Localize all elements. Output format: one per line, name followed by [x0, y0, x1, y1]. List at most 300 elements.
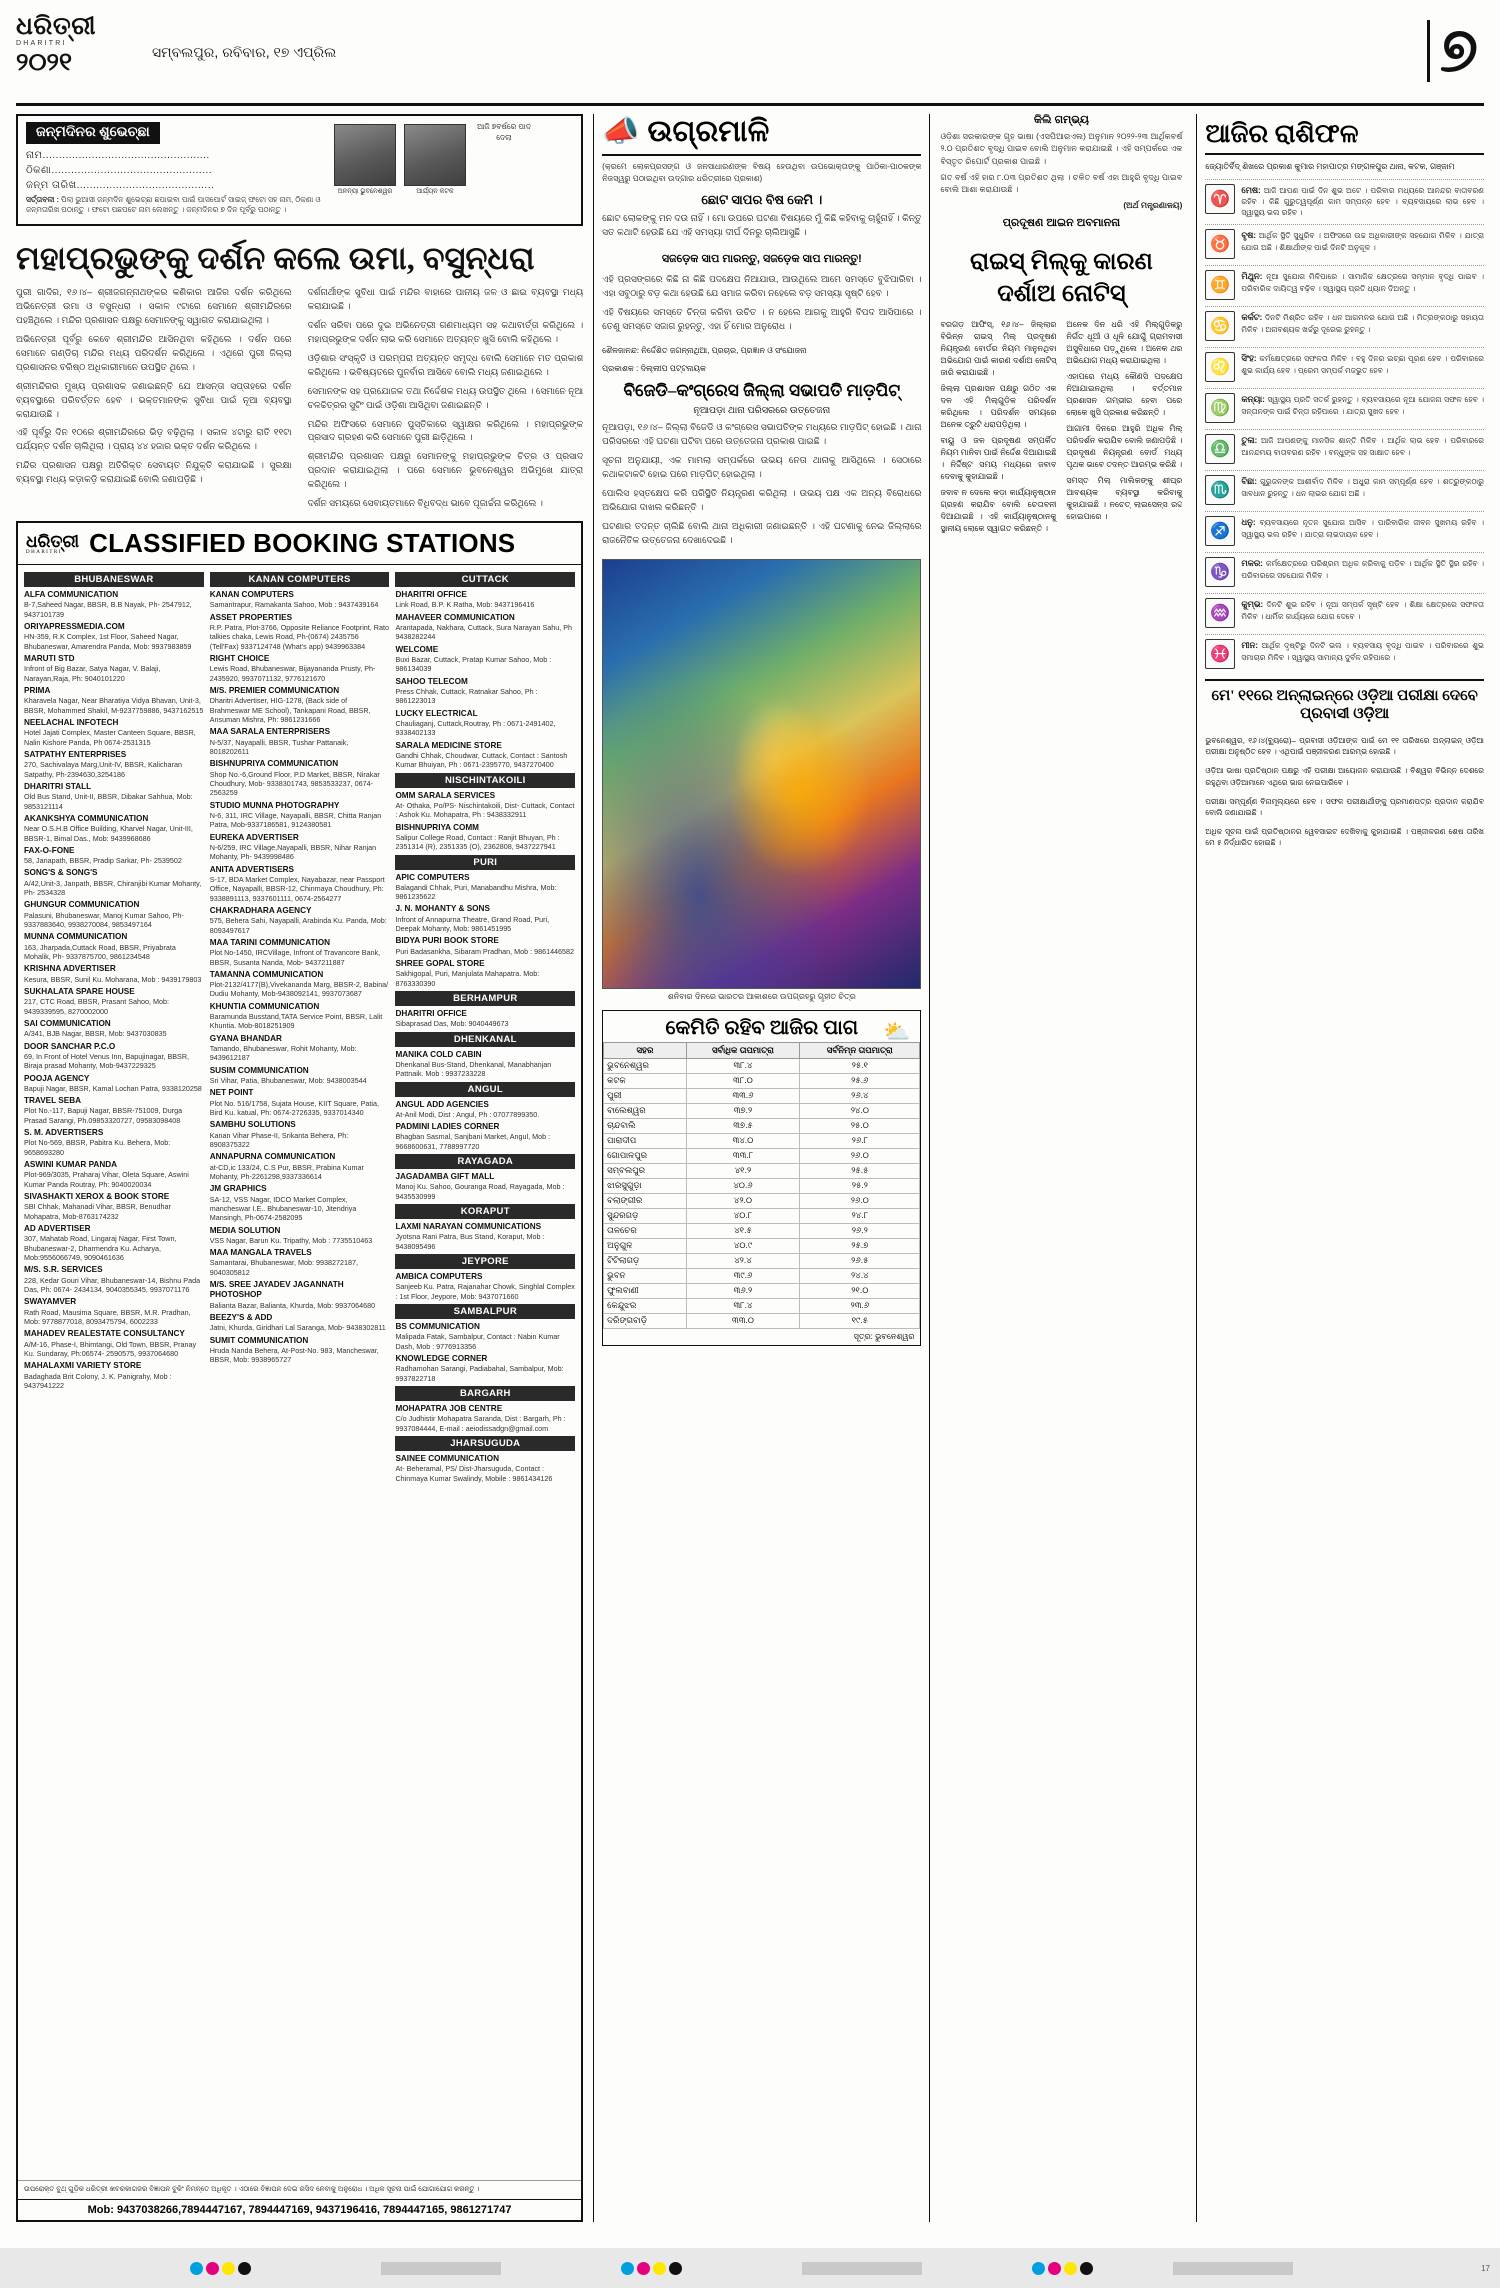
- classified-logo: [26, 533, 79, 555]
- classified-entry-address: B-7,Saheed Nagar, BBSR, B.B Nayak, Ph- 2547912, 9437101739: [24, 600, 192, 619]
- birthday-field-dob[interactable]: ଜନ୍ମ ତାରିଖ..........................................: [26, 180, 215, 191]
- classified-entry-name: MANIKA COLD CABIN: [395, 1049, 482, 1059]
- classified-entry: [24, 814, 204, 843]
- classified-entry: [210, 938, 390, 967]
- classified-logo-sub: DHARITRI: [26, 549, 62, 555]
- weather-min-temp: ୨୫.୧: [800, 1058, 920, 1073]
- weather-row: [604, 1193, 920, 1208]
- rashifal-list: [1205, 179, 1484, 675]
- classified-entry-address: A/42,Unit-3, Janpath, BBSR, Chiranjibi Kumar Mohanty, Ph- 2534328: [24, 878, 202, 898]
- mid-story-paragraph: ସୂଚନା ଅନୁଯାୟୀ, ଏକ ମାମଲା ସମ୍ପର୍କରେ ଉଭୟ ନେତା ଥାନାକୁ ଆସିଥିଲେ । ସେଠାରେ କଥାକଟାକଟି ହୋଇ ପରେ ମାଡ଼ପିଟ୍ ହୋଇଥିଲା ।: [602, 455, 922, 479]
- classified-entry-name: KRISHNA ADVERTISER: [24, 964, 116, 974]
- classified-entry-address: Plot No-1450, IRCVillage, Infront of Travancore Bank, BBSR, Susanta Nanda, Mob- 9437211887: [209, 948, 381, 967]
- lead-paragraph: ସେମାନଙ୍କ ସହ ପ୍ରଯୋଜକ ତଥା ନିର୍ଦ୍ଦେଶକ ମଧ୍ୟ ଉପସ୍ଥିତ ଥିଲେ । ସେମାନେ ନୂଆ ଚଳଚ୍ଚିତ୍ରର ସୁଟିଂ ପାଇଁ ଓଡ଼ିଶା ଆସିଥିବା ଜଣାଇଛନ୍ତି ।: [307, 385, 584, 410]
- weather-cloud-sun-icon: ⛅: [883, 1018, 911, 1044]
- classified-entry-name: M/S. SREE JAYADEV JAGANNATH PHOTOSHOP: [209, 1280, 344, 1300]
- classified-entry-name: DHARITRI OFFICE: [395, 590, 467, 600]
- photo-caption: ଅନନ୍ୟା ଭୁବନେଶ୍ୱର: [337, 188, 393, 195]
- classified-entry-name: M/S. S.R. SERVICES: [24, 1265, 103, 1275]
- classified-entry-name: FAX-O-FONE: [24, 845, 75, 855]
- classified-entry-address: 575, Behera Sahi, Nayapalli, Arabinda Ku. Panda, Mob: 8093497617: [209, 916, 387, 935]
- classified-entry: [24, 846, 204, 866]
- rice-mill-paragraph: ବରଗଡ଼ ଆଫିସ୍, ୧୬।୪– ଜିଲ୍ଲାର ବିଭିନ୍ନ ରାଇସ୍ ମିଲ୍ ପ୍ରଦୂଷଣ ନିୟନ୍ତ୍ରଣ ବୋର୍ଡର ନିୟମ ମାନୁନଥିବା ଅଭିଯୋଗ ପାଇଁ କାରଣ ଦର୍ଶାଅ ନୋଟିସ୍ ଜାରି କରାଯାଇଛି ।: [940, 319, 1057, 377]
- birthday-terms-text: ପିଲା ଭୁଆସୀ ଜନ୍ମଦିନ ଶୁଭେଚ୍ଛା ଛପାଇବା ପାଇଁ ପାସପୋର୍ଟ ସାଇଜ୍ ଫଟୋ ସହ ନାମ, ଠିକଣା ଓ ଜନ୍ମତାରିଖ ପଠାନ୍ତୁ । ଫଟୋ ପଛପଟେ ନାମ ଲେଖନ୍ତୁ । ଜନ୍ମଦିନର ୭ ଦିନ ପୂର୍ବରୁ ପଠାନ୍ତୁ ।: [26, 195, 321, 215]
- classified-entry-address: Badaghada Brit Colony, J. K. Panigrahy, Mob : 9437941222: [24, 1371, 172, 1390]
- classified-entry-address: Plot No. 516/1758, Sujata House, KIIT Square, Patia, Bird Ku. katual, Ph: 0674-2726335, 9337014340: [209, 1098, 379, 1117]
- classified-entry-address: at-CD,ic 133/24, C.S Pur, BBSR, Prabina Kumar Mohanty, Ph-2261298,9337336614: [209, 1162, 364, 1181]
- classified-entry-address: N-5/37, Nayapalli, BBSR, Tushar Pattanaik, 8018202611: [209, 737, 349, 756]
- classified-entry-name: ASSET PROPERTIES: [209, 612, 293, 622]
- weather-city: ସମ୍ବଲପୁର: [604, 1163, 687, 1178]
- weather-row: [604, 1118, 920, 1133]
- classified-entry-address: Balagandi Chhak, Puri, Manabandhu Mishra, Mob: 9861235622: [395, 882, 557, 902]
- classified-entry-name: OMM SARALA SERVICES: [395, 790, 496, 800]
- classified-city-heading: KORAPUT: [395, 1204, 575, 1219]
- weather-max-temp: ୩୮.୪: [686, 1298, 799, 1313]
- classified-entry-name: ASWINI KUMAR PANDA: [24, 1160, 118, 1170]
- classified-entry-name: SUKHALATA SPARE HOUSE: [24, 987, 135, 996]
- rashifal-text: କନ୍ୟା: ସ୍ୱାସ୍ଥ୍ୟ ପ୍ରତି ସତର୍କ ରୁହନ୍ତୁ । ବ୍ୟବସାୟରେ ନୂଆ ଯୋଜନା ସଫଳ ହେବ । ସନ୍ତାନଙ୍କ ପାଇଁ ଚିନ୍ତା ରହିପାରେ । ଯାତ୍ରା ସୁଖଦ ହେବ ।: [1241, 394, 1484, 416]
- weather-table-box: [602, 1010, 921, 1346]
- photo-caption: ଆର୍ଯ୍ୟନ କଟକ: [416, 188, 454, 195]
- weather-table: [603, 1042, 920, 1329]
- classified-entry: [395, 904, 575, 933]
- classified-entry-name: SWAYAMVER: [24, 1297, 77, 1307]
- weather-row: [604, 1208, 920, 1223]
- weather-title-text: କେମିତି ରହିବ ଆଜିର ପାଗ: [665, 1016, 859, 1039]
- classified-entry-name: SONG'S & SONG'S: [24, 868, 98, 878]
- rashifal-text: ମିଥୁନ: ନୂଆ ସୁଯୋଗ ମିଳିପାରେ । ସାମାଜିକ କ୍ଷେତ୍ରରେ ସମ୍ମାନ ବୃଦ୍ଧି ପାଇବ । ପରିବାରିକ ଦାୟିତ୍ୱ ବଢ଼ିବ । ସ୍ୱାସ୍ଥ୍ୟ ପ୍ରତି ଧ୍ୟାନ ଦିଅନ୍ତୁ ।: [1241, 271, 1484, 293]
- classified-entry: [24, 1297, 204, 1326]
- mid-story-body: [602, 421, 921, 553]
- classified-entry-address: 58, Janapath, BBSR, Pradip Sarkar, Ph- 2539502: [24, 856, 182, 866]
- classified-entry: [395, 645, 575, 674]
- classified-entry-address: Old Bus Stand, Unit-II, BBSR, Dibakar Sahhua, Mob: 9853121114: [24, 792, 193, 811]
- classified-entry-name: MAHAVEER COMMUNICATION: [395, 612, 515, 622]
- classified-entry-name: SAINEE COMMUNICATION: [395, 1454, 499, 1463]
- masthead: [16, 14, 1484, 106]
- classified-footer-note: ଉପରୋକ୍ତ ବୁଥ୍ ଗୁଡ଼ିକ ଧରିତ୍ରୀ ଖବରକାଗଜର ବିଜ୍ଞାପନ ବୁକିଂ ନିମନ୍ତେ ଅଧିକୃତ । ଏଠାରେ ବିଜ୍ଞାପନ ଦେଇ ରସିଦ ନେବାକୁ ଅନୁରୋଧ । ଅଧିକ ସୂଚନା ପାଇଁ ଯୋଗାଯୋଗ କରନ୍ତୁ ।: [18, 2180, 581, 2199]
- lead-paragraph: ଦର୍ଶନାର୍ଥୀଙ୍କ ସୁବିଧା ପାଇଁ ମନ୍ଦିର ବାହାରେ ପାନୀୟ ଜଳ ଓ ଛାଇ ବ୍ୟବସ୍ଥା ମଧ୍ୟ କରାଯାଇଛି ।: [307, 287, 584, 311]
- weather-city: ଝାରସୁଗୁଡ଼ା: [604, 1178, 687, 1193]
- rashifal-sign-name: ମୀନ:: [1241, 640, 1259, 651]
- classified-phone-numbers[interactable]: Mob: 9437038266,7894447167, 7894447169, 9437196416, 7894447165, 9861271747: [18, 2199, 581, 2220]
- rashifal-sign-name: କନ୍ୟା:: [1241, 394, 1265, 405]
- column-middle: [593, 114, 930, 2222]
- classified-entry-address: Samantrapur, Ramakanta Sahoo, Mob : 9437439164: [209, 600, 379, 610]
- classified-city-heading: NISCHINTAKOILI: [395, 773, 575, 788]
- color-swatch: [669, 2262, 682, 2275]
- classified-city-heading: BARGARH: [395, 1386, 575, 1401]
- weather-min-temp: ୨୫.୫: [800, 1163, 920, 1178]
- classified-entry: [24, 1192, 204, 1221]
- classified-entry-name: NET POINT: [209, 1088, 254, 1098]
- classified-entry-address: 307, Mahatab Road, Lingaraj Nagar, First Town, Bhubaneswar-2, Dharmendra Ku. Acharya, Mob:9556066749, 9090461636: [24, 1234, 177, 1262]
- classified-entry-address: S-17, BDA Market Complex, Nayabazar, near Passport Office, Nayapalli, BBSR-12, Chinmaya Choudhury, Ph: 9338891113, 9337601111, 0674-2564277: [209, 874, 385, 903]
- weather-min-temp: ୨୪.୮: [800, 1208, 920, 1223]
- weather-col-city: ସହର: [604, 1042, 687, 1058]
- classified-entry-address: N-6/259, IRC Village,Nayapalli, BBSR, Nihar Ranjan Mohanty, Ph- 9439998486: [209, 842, 377, 862]
- rashifal-sign: [1205, 470, 1484, 505]
- classified-entry: [210, 1002, 390, 1031]
- classified-entry-list: [395, 572, 575, 1483]
- classified-entry: [210, 613, 390, 651]
- weather-row: [604, 1238, 920, 1253]
- ugramali-publisher: ପ୍ରକାଶକ : ଦିଲ୍ଲୀପ ପଟ୍ଟନାୟକ: [602, 364, 706, 374]
- weather-city: ଚାନ୍ଦବାଲି: [604, 1118, 687, 1133]
- classified-entry: [210, 1152, 390, 1181]
- classified-entry: [395, 959, 575, 988]
- classified-entry-address: Plot-969/3035, Praharaj Vihar, Oleta Square, Aswini Kumar Panda Routray, Ph: 9040020034: [24, 1170, 189, 1189]
- kili-credit: (ଅର୍ଥ ମନ୍ତ୍ରଣାଳୟ): [1123, 201, 1183, 211]
- weather-row: [604, 1058, 920, 1073]
- classified-entry-address: Buxi Bazar, Cuttack, Pratap Kumar Sahoo, Mob : 986134039: [395, 654, 552, 674]
- classified-entry: [210, 1280, 390, 1310]
- classified-entry-name: ALFA COMMUNICATION: [24, 590, 119, 600]
- classified-entry: [395, 1100, 575, 1120]
- classified-entry-address: Sri Vihar, Patia, Bhubaneswar, Mob: 9438003544: [209, 1076, 367, 1086]
- classified-entry-name: AMBICA COMPUTERS: [395, 1272, 483, 1282]
- rashifal-sign: [1205, 634, 1484, 669]
- classified-entry: [24, 1019, 204, 1039]
- classified-entry-name: PADMINI LADIES CORNER: [395, 1122, 500, 1132]
- lead-paragraph: ଶ୍ରୀମନ୍ଦିର ପ୍ରଶାସନ ପକ୍ଷରୁ ସେମାନଙ୍କୁ ମହାପ୍ରଭୁଙ୍କ ଚିତ୍ର ଓ ପ୍ରସାଦ ପ୍ରଦାନ କରାଯାଇଥିଲା । ପରେ ସେମାନେ ଭୁବନେଶ୍ୱର ଅଭିମୁଖେ ଯାତ୍ରା କରିଥିଲେ ।: [307, 451, 584, 490]
- mid-story-paragraph: ନୂଆପଡ଼ା, ୧୬।୪– ଜିଲ୍ଲା ବିଜେଡି ଓ କଂଗ୍ରେସ ସଭାପତିଙ୍କ ମଧ୍ୟରେ ମାଡ଼ପିଟ୍ ହୋଇଛି । ଥାନା ପରିସରରେ ଏହି ଘଟଣା ଘଟିବା ପରେ ଉତ୍ତେଜନା ପ୍ରକାଶ ପାଇଛି ।: [602, 422, 922, 447]
- classified-entry-name: JM GRAPHICS: [209, 1184, 267, 1194]
- mid-story-paragraph: ଘଟଣାର ତଦନ୍ତ ଚାଲିଛି ବୋଲି ଥାନା ଅଧିକାରୀ ଜଣାଇଛନ୍ତି । ଏହି ଘଟଣାକୁ ନେଇ ଜିଲ୍ଲାରେ ରାଜନୈତିକ ଉତ୍ତେଜନା ଦେଖାଦେଇଛି ।: [602, 520, 922, 545]
- classified-entry-address: Hotel Jajati Complex, Master Canteen Square, BBSR, Nalin Kishore Panda, Ph 0674-2531315: [24, 728, 196, 747]
- classified-entry-name: DHARITRI STALL: [24, 781, 92, 791]
- classified-entry-address: Bapuji Nagar, BBSR, Kamal Lochan Patra, 9338120258: [24, 1083, 202, 1093]
- classified-city-heading: JHARSUGUDA: [395, 1436, 575, 1451]
- classified-entry-name: POOJA AGENCY: [24, 1073, 90, 1083]
- classified-entry: [210, 833, 390, 862]
- rashifal-text: କୁମ୍ଭ: ଦିନଟି ଶୁଭ ରହିବ । ନୂଆ ସମ୍ପର୍କ ସୃଷ୍ଟି ହେବ । ଶିକ୍ଷା କ୍ଷେତ୍ରରେ ସଫଳତା ମିଳିବ । ଧାର୍ମିକ କାର୍ଯ୍ୟରେ ଯୋଗ ଦେବେ ।: [1241, 599, 1484, 621]
- classified-entry-address: Hruda Nanda Behera, At-Post-No. 983, Mancheswar, BBSR, Mob: 9938965727: [209, 1345, 379, 1365]
- classified-city-heading: KANAN COMPUTERS: [210, 572, 390, 587]
- weather-max-temp: ୪୦.୯: [686, 1238, 799, 1253]
- zodiac-symbol-icon: ♋: [1205, 311, 1235, 341]
- classified-booking-stations: [16, 521, 583, 2222]
- weather-min-temp: ୨୬.୪: [800, 1088, 920, 1103]
- zodiac-symbol-icon: ♑: [1205, 557, 1235, 587]
- rice-mill-paragraph: ଏହାପରେ ମଧ୍ୟ କୌଣସି ପଦକ୍ଷେପ ନିଆଯାଇନଥିଲା । ବର୍ତ୍ତମାନ ପ୍ରଶାସନ ଗମ୍ଭୀର ହେବା ପରେ ଲୋକେ ଖୁସି ପ୍ରକାଶ କରିଛନ୍ତି ।: [1066, 371, 1183, 417]
- page-number: ୭: [1440, 17, 1478, 85]
- classified-entry-address: Rath Road, Mausima Square, BBSR, M.R. Pradhan, Mob: 9778877018, 8093475794, 6002233: [24, 1307, 191, 1326]
- rashifal-text: ମେଷ: ଆଜି ଆପଣ ପାଇଁ ଦିନ ଶୁଭ ଅଟେ । ପରିବାର ମଧ୍ୟରେ ଆନନ୍ଦର ବାତାବରଣ ରହିବ । କିଛି ଗୁରୁତ୍ୱପୂର୍ଣ୍ଣ କାମ ସମ୍ପନ୍ନ ହେବ । ବ୍ୟବସାୟରେ ଲାଭ ହେବ । ସ୍ୱାସ୍ଥ୍ୟ ଭଲ ରହିବ ।: [1241, 185, 1484, 218]
- classified-city-heading: RAYAGADA: [395, 1154, 575, 1169]
- classified-entry-address: VSS Nagar, Barun Ku. Tripathy, Mob : 7735510463: [209, 1235, 373, 1245]
- classified-entry-name: MAA TARINI COMMUNICATION: [209, 937, 331, 947]
- ugramali-paragraph: ଏହି ବିଷୟରେ ସମସ୍ତେ ଚିନ୍ତା କରିବା ଉଚିତ । ନ ହେଲେ ଆଗକୁ ଆହୁରି ବିପଦ ଆସିପାରେ । ତେଣୁ ସମସ୍ତେ ସଜାଗ ରୁହନ୍ତୁ, ଏହା ହିଁ ମୋର ଅନୁରୋଧ ।: [602, 307, 922, 332]
- birthday-form: [26, 122, 326, 218]
- classified-title: CLASSIFIED BOOKING STATIONS: [89, 528, 516, 559]
- classified-entry: [210, 970, 390, 999]
- classified-entry: [24, 900, 204, 929]
- lead-paragraph: ଓଡ଼ିଶାର ସଂସ୍କୃତି ଓ ପରମ୍ପରା ଅତ୍ୟନ୍ତ ସମୃଦ୍ଧ ବୋଲି ସେମାନେ ମତ ପ୍ରକାଶ କରିଥିଲେ । ଭବିଷ୍ୟତରେ ପୁନର୍ବାର ଆସିବେ ବୋଲି ମଧ୍ୟ ଜଣାଇଥିଲେ ।: [307, 352, 584, 377]
- classified-entry: [24, 782, 204, 811]
- classified-entry: [395, 873, 575, 902]
- weather-city: ଭୁବନେଶ୍ୱର: [604, 1058, 687, 1073]
- classified-entry-address: Chauliaganj, Cuttack,Routray, Ph : 0671-2491402, 9338402133: [395, 718, 556, 738]
- rice-mill-paragraph: ଆଗାମୀ ଦିନରେ ଆହୁରି ଅଧିକ ମିଲ୍ ପରିଦର୍ଶନ କରାଯିବ ବୋଲି ଜଣାପଡ଼ିଛି । ପ୍ରଦୂଷଣ ନିୟନ୍ତ୍ରଣ ବୋର୍ଡ ମଧ୍ୟ ପୃଥକ ଭାବେ ତଦନ୍ତ ଆରମ୍ଭ କରିଛି ।: [1066, 423, 1183, 469]
- rashifal-sign-name: ତୁଳା:: [1241, 435, 1258, 446]
- classified-entry: [395, 1272, 575, 1301]
- classified-logo-text: ଧରିତ୍ରୀ: [26, 531, 80, 551]
- classified-entry: [210, 906, 390, 935]
- classified-entry-address: Kanan Vihar Phase-II, Srikanta Behera, Ph: 8908375322: [209, 1130, 349, 1149]
- lead-paragraph: ଅଭିନେତ୍ରୀ ପୂର୍ବରୁ କେବେ ଶ୍ରୀମନ୍ଦିର ଆସିନଥିବା କହିଥିଲେ । ଦର୍ଶନ ପରେ ସେମାନେ ଗଣ୍ଡିଚା ମନ୍ଦିର ମଧ୍ୟ ପରିଦର୍ଶନ କରିଥିଲେ । ଏଥିରେ ପୁରୀ ଜିଲ୍ଲା ପ୍ରଶାସନର ବରିଷ୍ଠ ଅଧିକାରୀମାନେ ଉପସ୍ଥିତ ଥିଲେ ।: [16, 333, 292, 372]
- classified-entry-address: SA-12, VSS Nagar, IDCO Market Complex, mancheswar I.E.. Bhubaneswar-10, Jitendriya Mansingh, Ph-0674-2582095: [209, 1194, 357, 1223]
- color-swatch: [621, 2262, 634, 2275]
- classified-entry-name: AD ADVERTISER: [24, 1224, 91, 1234]
- classified-entry-name: DHARITRI OFFICE: [395, 1009, 467, 1019]
- birthday-photo-1: [334, 124, 396, 218]
- classified-entry-name: SARALA MEDICINE STORE: [395, 740, 502, 750]
- classified-entry-address: Infront of Annapurna Theatre, Grand Road, Puri, Deepak Mohanty, Mob: 9861451995: [395, 914, 550, 934]
- classified-entry-name: NEELACHAL INFOTECH: [24, 718, 119, 727]
- rashifal-title: ଆଜିର ରାଶିଫଳ: [1205, 114, 1484, 155]
- classified-entry: [210, 1313, 390, 1333]
- classified-entry-address: Near O.S.H.B Office Building, Kharvel Nagar, Unit-III, BBSR-1, Bimal Das., Mob: 9439968686: [24, 824, 193, 843]
- classified-entry-address: Sibaprasad Das, Mob: 9040449673: [395, 1019, 509, 1029]
- classified-entry-address: At- Beheramal, PS/ Dist-Jharsuguda, Contact : Chinmaya Kumar Swalindy, Mobile : 9861434126: [395, 1464, 553, 1483]
- classified-entry-name: GYANA BHANDAR: [209, 1033, 282, 1043]
- classified-entry-name: MAA SARALA ENTERPRISERS: [209, 727, 331, 737]
- classified-entry: [24, 622, 204, 651]
- classified-entry-list: [24, 590, 204, 1390]
- page-number-block: [1427, 14, 1484, 85]
- classified-entry-address: Baramunda Busstand,TATA Service Point, BBSR, Lalit Khuntia. Mob-8018251909: [209, 1012, 383, 1031]
- classified-entry-name: ANITA ADVERTISERS: [209, 864, 295, 874]
- weather-city: ପୁରୀ: [604, 1088, 687, 1103]
- classified-entry-list: [210, 572, 390, 1365]
- classified-entry-address: Gandhi Chhak, Choudwar, Cuttack, Contact : Santosh Kumar Bhuiyan, Ph : 0671-2395770, 9437270400: [395, 750, 568, 770]
- classified-entry: [24, 1096, 204, 1125]
- classified-entry: [395, 1404, 575, 1433]
- odia-exam-paragraph: ପରୀକ୍ଷା ସମ୍ପୂର୍ଣ୍ଣ ବିନାମୂଲ୍ୟରେ ହେବ । ସଫଳ ପରୀକ୍ଷାର୍ଥୀଙ୍କୁ ପ୍ରମାଣପତ୍ର ପ୍ରଦାନ କରାଯିବ ବୋଲି ଜଣାଯାଇଛି ।: [1205, 796, 1484, 818]
- column-rashifal: [1196, 114, 1484, 2222]
- weather-max-temp: ୩୭.୨: [686, 1103, 799, 1118]
- weather-city: କଟକ: [604, 1073, 687, 1088]
- classified-header: [18, 523, 581, 565]
- weather-row: [604, 1253, 920, 1268]
- gray-block-3: [1173, 2262, 1293, 2275]
- weather-row: [604, 1073, 920, 1088]
- classified-entry-address: Radhamohan Sarangi, Padiabahal, Sambalpur, Mob: 9937822718: [395, 1364, 564, 1383]
- weather-max-temp: ୪୦.୬: [686, 1178, 799, 1193]
- weather-city: ଗୋପାଳପୁର: [604, 1148, 687, 1163]
- classified-entry-address: N-6, 311, IRC Village, Nayapalli, BBSR, Chitta Ranjan Patra, Mob-9337186581, 9124380581: [209, 810, 382, 830]
- weather-row: [604, 1223, 920, 1238]
- rashifal-sign-name: ବୃଷ:: [1241, 230, 1257, 241]
- classified-entry: [210, 1088, 390, 1117]
- lead-paragraph: ମନ୍ଦିର ଅଫିସରେ ସେମାନେ ପୁସ୍ତିକାରେ ସ୍ୱାକ୍ଷର କରିଥିଲେ । ମହାପ୍ରଭୁଙ୍କ ପ୍ରସାଦ ଗ୍ରହଣ କରି ସେମାନେ ପୁରୀ ଛାଡ଼ିଥିଲେ ।: [307, 418, 584, 443]
- classified-entry: [24, 1128, 204, 1157]
- classified-city-heading: ANGUL: [395, 1082, 575, 1097]
- weather-row: [604, 1088, 920, 1103]
- birthday-field-address[interactable]: ଠିକଣା.................................................: [26, 165, 213, 176]
- birthday-terms-label: ସର୍ତ୍ତାବଳୀ :: [26, 195, 59, 204]
- ugramali-intro: (କ୍ରମେ ଲୋକପ୍ରସଙ୍ଗ ଓ ଜନସାଧାରଣଙ୍କ ବିଷୟ ହେଉଥିବା ଉପଭୋକ୍ତାଙ୍କୁ ପାଠିକା-ପାଠକଙ୍କ ନିଜସ୍ୱରୁ ପଠାଇଥିବା ଉଦ୍ଗାର ଧରିତ୍ରୀରେ ପ୍ରକାଶ): [602, 162, 922, 183]
- classified-entry: [24, 1224, 204, 1262]
- classified-entry-address: Kharavela Nagar, Near Bharatiya Vidya Bhavan, Unit-3, BBSR, Mohammed Shakil, M-9237759886, 9437162515: [24, 696, 204, 715]
- rashifal-sign: [1205, 265, 1484, 300]
- classified-entry-address: Infront of Big Bazar, Satya Nagar, V. Balaji, Narayan,Raja, Ph: 9040101220: [24, 664, 161, 683]
- classified-entry-name: MUNNA COMMUNICATION: [24, 932, 128, 942]
- classified-entry-address: Malipada Fatak, Sambalpur, Contact : Nabin Kumar Dash, Mob : 9776913356: [395, 1332, 560, 1351]
- classified-entry-address: Samantarai, Bhubaneswar, Mob: 9938272187, 9040305812: [209, 1258, 358, 1277]
- weather-min-temp: ୨୬.୫: [800, 1253, 920, 1268]
- classified-entry-address: SBI Chhak, Mahanadi Vihar, BBSR, Benudhar Mohapatra, Mob-8763174232: [24, 1202, 171, 1221]
- classified-entry-name: JAGADAMBA GIFT MALL: [395, 1172, 495, 1182]
- classified-entry: [395, 1322, 575, 1351]
- classified-entry: [210, 1120, 390, 1149]
- lead-paragraph: ମନ୍ଦିର ପ୍ରଶାସନ ପକ୍ଷରୁ ଅତିରିକ୍ତ ସେବାୟତ ନିଯୁକ୍ତି କରାଯାଇଛି । ସୁରକ୍ଷା ବ୍ୟବସ୍ଥା ମଧ୍ୟ କଡ଼ାକଡ଼ି କରାଯାଇଛି ବୋଲି ଜଣାପଡ଼ିଛି ।: [16, 460, 292, 485]
- classified-entry-address: Puri Badasankha, Sibaram Pradhan, Mob : 9861446582: [395, 946, 575, 956]
- birthday-photo-2: [404, 124, 466, 218]
- map-caption: ଶନିବାର ଦିନରେ ଭାରତର ଆକାଶରେ ଉପଗ୍ରହରୁ ଗୃହୀତ ଚିତ୍ର: [667, 991, 856, 1001]
- lead-body: [16, 286, 583, 511]
- weather-row: [604, 1283, 920, 1298]
- footer-page-mark: 17: [1481, 2263, 1490, 2273]
- rashifal-text: ମକର: କର୍ମକ୍ଷେତ୍ରରେ ପରିଶ୍ରମ ଅଧିକ କରିବାକୁ ପଡ଼ିବ । ଆର୍ଥିକ ସ୍ଥିତି ସ୍ଥିର ରହିବ । ପରିବାରରେ ସହଯୋଗ ମିଳିବ ।: [1241, 558, 1484, 580]
- ugramali-title: ଉଗ୍ରମାଳି: [647, 114, 770, 148]
- zodiac-symbol-icon: ♌: [1205, 352, 1235, 382]
- weather-max-temp: ୪୨.୦: [686, 1193, 799, 1208]
- print-registration-footer: [0, 2248, 1500, 2288]
- rashifal-sign: [1205, 179, 1484, 218]
- rice-mill-headline: ରାଇସ୍ ମିଲ୍‌କୁ କାରଣ ଦର୍ଶାଅ ନୋଟିସ୍: [970, 248, 1153, 308]
- classified-entry: [24, 718, 204, 747]
- kili-title: କିଲି ଗମ୍ଭ୍ୟ: [1033, 114, 1089, 126]
- classified-entry: [395, 1009, 575, 1029]
- classified-entry-name: SAMBHU SOLUTIONS: [209, 1120, 296, 1130]
- classified-entry: [24, 1160, 204, 1189]
- classified-entry-address: Bhagban Sasmal, Sanjbani Market, Angul, Mob : 9668600631, 7788997720: [395, 1132, 551, 1151]
- rice-mill-kicker: ପ୍ରଦୂଷଣ ଆଇନ ଅବମାନନା: [1002, 216, 1121, 229]
- weather-city: ସୁନ୍ଦରଗଡ଼: [604, 1208, 687, 1223]
- classified-entry: [24, 750, 204, 779]
- classified-entry-address: 228, Kedar Gouri Vihar, Bhubaneswar-14, Bishnu Pada Das, Ph: 0674- 2434134, 9040355345, 9937071176: [24, 1275, 201, 1294]
- classified-entry-name: SUSIM COMMUNICATION: [209, 1065, 309, 1075]
- zodiac-symbol-icon: ♓: [1205, 639, 1235, 669]
- weather-source: ସୂତ୍ର: ଭୁବନେଶ୍ୱର: [853, 1331, 915, 1341]
- classified-entry-name: AKANKSHYA COMMUNICATION: [24, 813, 149, 823]
- color-swatch: [238, 2262, 251, 2275]
- birthday-coupon: [16, 114, 583, 226]
- classified-entry-address: R.P. Patra, Plot-3766, Opposite Reliance Footprint, Rato talkies chaka, Lewis Road, Ph-(0674) 2435756 (Tell'Fax) 9337124748 (What's app) 9439963384: [209, 622, 389, 651]
- classified-entry-name: SAHOO TELECOM: [395, 676, 468, 686]
- ugramali-header: [602, 114, 921, 156]
- classified-entry-name: MARUTI STD: [24, 654, 75, 664]
- classified-entry-address: Plot No-569, BBSR, Pabitra Ku. Behera, Mob: 9658693280: [24, 1138, 171, 1157]
- color-swatch: [1064, 2262, 1077, 2275]
- rice-mill-paragraph: ବାୟୁ ଓ ଜଳ ପ୍ରଦୂଷଣ ସମ୍ପର୍କିତ ନିୟମ ମାନିବା ପାଇଁ ନିର୍ଦ୍ଦେଶ ଦିଆଯାଇଛି । ନିର୍ଦ୍ଦିଷ୍ଟ ସମୟ ମଧ୍ୟରେ ଜବାବ ଦେବାକୁ କୁହାଯାଇଛି ।: [940, 435, 1057, 481]
- classified-entry-address: Kesura, BBSR, Sunil Ku. Moharana, Mob : 9439179803: [24, 974, 202, 984]
- rashifal-sign: [1205, 347, 1484, 382]
- classified-entry-address: Tamando, Bhubaneswar, Rohit Mohanty, Mob: 9439612187: [209, 1044, 357, 1063]
- weather-col-max: ସର୍ବାଧିକ ତାପମାତ୍ରା: [686, 1042, 799, 1058]
- rashifal-astrologer: ଜ୍ୟୋତିର୍ବିଦ୍ ଶିଖରେ ପ୍ରକାଶ କୁମାର ମହାପାତ୍ର ମଙ୍ଗଳପୁର ଥାନା, କଟକ, ଗଞ୍ଜାମ: [1205, 162, 1455, 172]
- classified-entry: [210, 801, 390, 830]
- classified-entry-address: 163, Jharpada,Cuttack Road, BBSR, Priyabrata Mohalik, Ph- 9337875700, 9861234548: [24, 942, 176, 962]
- classified-entry-address: Jyotsna Rani Patra, Bus Stand, Koraput, Mob : 9438095496: [395, 1232, 545, 1251]
- weather-min-temp: ୨୫.୨: [800, 1178, 920, 1193]
- rashifal-sign: [1205, 224, 1484, 259]
- classified-entry-name: MAHADEV REALESTATE CONSULTANCY: [24, 1329, 185, 1339]
- zodiac-symbol-icon: ♍: [1205, 393, 1235, 423]
- classified-entry-address: Jatni, Khurda, Giridhari Lal Saranga, Mob- 9438302811: [209, 1323, 386, 1333]
- classified-entry: [24, 686, 204, 715]
- rashifal-sign: [1205, 511, 1484, 546]
- classified-entry-address: Link Road, B.P. K Ratha, Mob: 9437196416: [395, 600, 535, 610]
- classified-entry-address: Plot No.-117, Bapuji Nagar, BBSR-751009, Durga Prasad Sarangi, Ph.09853320727, 09583098408: [24, 1106, 183, 1125]
- odia-exam-paragraph: ଓଡ଼ିଆ ଭାଷା ପ୍ରତିଷ୍ଠାନ ପକ୍ଷରୁ ଏହି ପରୀକ୍ଷା ଆୟୋଜନ କରାଯାଉଛି । ବିଶ୍ୱର ବିଭିନ୍ନ ଦେଶରେ ରହୁଥିବା ଓଡ଼ିଆମାନେ ଏଥିରେ ଭାଗ ନେଇପାରିବେ ।: [1205, 766, 1484, 787]
- classified-entry: [395, 1172, 575, 1201]
- weather-max-temp: ୪୧.୫: [686, 1223, 799, 1238]
- classified-entry-address: Plot-2132/4177(B),Vivekananda Marg, BBSR-2, Babina/ Dudiu Mohanty, Mob-9438092141, 9937073687: [209, 980, 389, 999]
- rashifal-sign: [1205, 429, 1484, 464]
- classified-entry-name: TRAVEL SEBA: [24, 1096, 82, 1106]
- rashifal-text: କର୍କଟ: ଦିନଟି ମିଶ୍ରିତ ରହିବ । ଧନ ଆଗମନର ଯୋଗ ଅଛି । ମିତ୍ରଙ୍କଠାରୁ ସହାୟତା ମିଳିବ । ଅନାବଶ୍ୟକ ଖର୍ଚ୍ଚରୁ ଦୂରେଇ ରୁହନ୍ତୁ ।: [1241, 312, 1484, 334]
- lead-paragraph: ଦର୍ଶନ ସରିବା ପରେ ଦୁଇ ଅଭିନେତ୍ରୀ ଗଣମାଧ୍ୟମ ସହ କଥାବାର୍ତ୍ତା କରିଥିଲେ । ମହାପ୍ରଭୁଙ୍କ ଦର୍ଶନ ଲାଭ କରି ସେମାନେ ଅତ୍ୟନ୍ତ ଖୁସି ବୋଲି କହିଥିଲେ ।: [307, 319, 584, 344]
- classified-entry-name: ANNAPURNA COMMUNICATION: [209, 1152, 336, 1162]
- classified-entry-address: Palasuni, Bhubaneswar, Manoj Kumar Sahoo, Ph- 9337883640, 9938270084, 9853497164: [24, 910, 184, 930]
- kili-body: [940, 131, 1182, 217]
- classified-city-heading: BERHAMPUR: [395, 991, 575, 1006]
- photo-frame: [404, 124, 466, 186]
- weather-row: [604, 1178, 920, 1193]
- weather-row: [604, 1148, 920, 1163]
- classified-city-heading: SAMBALPUR: [395, 1304, 575, 1319]
- birthday-right-note: ଆଜି ୭ବର୍ଷରେ ପାଦ ଦେଲା: [477, 122, 531, 142]
- rashifal-sign-name: କୁମ୍ଭ:: [1241, 599, 1264, 610]
- zodiac-symbol-icon: ♐: [1205, 516, 1235, 546]
- classified-entry-name: WELCOME: [395, 644, 439, 654]
- classified-entry: [210, 654, 390, 683]
- classified-entry-address: HN-359, R.K Complex, 1st Floor, Saheed Nagar, Bhubaneswar, Amarendra Panda, Mob: 9937983859: [24, 632, 192, 651]
- classified-entry: [210, 1184, 390, 1222]
- birthday-photos: [334, 122, 466, 218]
- rice-mill-paragraph: ଅନେକ ଦିନ ଧରି ଏହି ମିଲ୍‌ଗୁଡ଼ିକରୁ ନିର୍ଗତ ଧୂଆଁ ଓ ଧୂଳି ଯୋଗୁଁ ଗ୍ରାମବାସୀ ଅସୁବିଧାରେ ପଡ଼ୁଥିଲେ । ଅନେକ ଥର ଅଭିଯୋଗ ମଧ୍ୟ କରାଯାଇଥିଲା ।: [1066, 319, 1183, 365]
- classified-entry: [395, 1354, 575, 1383]
- classified-entry-name: GHUNGUR COMMUNICATION: [24, 900, 140, 910]
- weather-table-header-row: [604, 1042, 920, 1058]
- classified-entry-address: Sanjeeb Ku. Patra, Rajanahar Chowk, Singhlal Complex : 1st Floor, Jeypore, Mob: 9437071660: [395, 1282, 575, 1301]
- classified-city-heading: JEYPORE: [395, 1254, 575, 1269]
- classified-entry-name: CHAKRADHARA AGENCY: [209, 905, 312, 915]
- birthday-field-name[interactable]: ନାମ...................................................: [26, 150, 210, 161]
- classified-entry-name: SIVASHAKTI XEROX & BOOK STORE: [24, 1192, 170, 1202]
- weather-city: ବାଲେଶ୍ୱର: [604, 1103, 687, 1118]
- satellite-map-image: [602, 559, 921, 989]
- weather-max-temp: ୩୩.୮: [686, 1148, 799, 1163]
- odia-exam-paragraph: ଅଧିକ ସୂଚନା ପାଇଁ ପ୍ରତିଷ୍ଠାନର ୱେବସାଇଟ ଦେଖିବାକୁ କୁହାଯାଇଛି । ପଞ୍ଜୀକରଣ ଶେଷ ତାରିଖ ମେ ୫ ନିର୍ଦ୍ଧାରିତ ହୋଇଛି ।: [1205, 827, 1484, 848]
- classified-entry-name: STUDIO MUNNA PHOTOGRAPHY: [209, 800, 340, 810]
- classified-entry-address: A/341, BJB Nagar, BBSR, Mob: 9437030835: [24, 1029, 167, 1039]
- color-swatches-mid: [621, 2262, 682, 2275]
- ugramali-body: [602, 212, 921, 245]
- odia-exam-paragraph: ଭୁବନେଶ୍ୱର, ୧୬।୪(ବ୍ୟୁରୋ)– ପ୍ରବାସୀ ଓଡ଼ିଆଙ୍କ ପାଇଁ ମେ ୧୧ ତାରିଖରେ ଅନ୍‌ଲାଇନ୍ ଓଡ଼ିଆ ପରୀକ୍ଷା ଅନୁଷ୍ଠିତ ହେବ । ଏଥିପାଇଁ ପଞ୍ଜୀକରଣ ଆରମ୍ଭ ହୋଇଛି ।: [1205, 735, 1484, 757]
- rashifal-sign: [1205, 552, 1484, 587]
- color-swatch: [222, 2262, 235, 2275]
- classified-entry: [395, 741, 575, 770]
- rashifal-text: ଧନୁ: ବ୍ୟବସାୟରେ ନୂତନ ସୁଯୋଗ ଆସିବ । ପାରିବାରିକ ଜୀବନ ସୁଖମୟ ରହିବ । ସ୍ୱାସ୍ଥ୍ୟ ଭଲ ରହିବ । ଯାତ୍ରା ଲାଭଦାୟକ ହେବ ।: [1241, 517, 1484, 539]
- classified-entry: [24, 868, 204, 897]
- classified-entry-name: SHREE GOPAL STORE: [395, 959, 485, 969]
- ugramali-slogan: ସଜଡ଼େକ ସାପ ମାରନ୍ତୁ, ସଜଡ଼େକ ସାପ ମାରନ୍ତୁ!: [661, 252, 862, 265]
